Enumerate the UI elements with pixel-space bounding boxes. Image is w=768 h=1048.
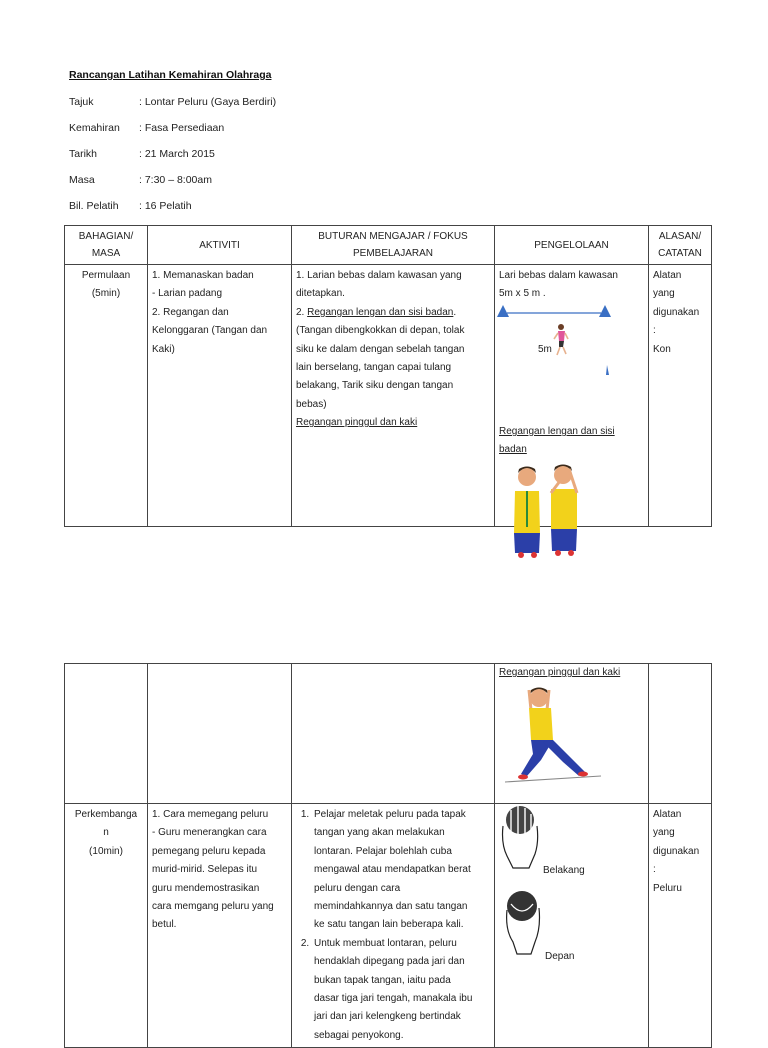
cell-bahagian: Perkembanga n (10min) xyxy=(65,804,148,1048)
cell-isi: 1. Larian bebas dalam kawasan yang ditetapkan. 2. Regangan lengan dan sisi badan. (Tangan dibengkokkan di depan, tolak siku ke dalam dengan sebelah tangan lain berselang, tangan capai tulang belakang, Tarik siku dengan tangan bebas) Regangan pinggul dan kaki xyxy=(292,265,495,527)
header-aktiviti: AKTIVITI xyxy=(148,226,292,265)
meta-value: : Lontar Peluru (Gaya Berdiri) xyxy=(139,96,277,108)
cell-bahagian: Permulaan (5min) xyxy=(65,265,148,527)
meta-value: : 7:30 – 8:00am xyxy=(139,174,212,186)
hand-grip-back-icon xyxy=(497,804,543,870)
cell-pengelolaan: Lari bebas dalam kawasan 5m x 5 m . 5m Regangan lengan dan sisi badan xyxy=(495,265,649,527)
running-area-diagram xyxy=(497,303,617,383)
meta-label: Masa xyxy=(69,174,95,186)
leg-stretch-illustration xyxy=(505,684,605,786)
underlined-heading: Regangan pinggul dan kaki xyxy=(296,417,418,429)
header-isi: BUTURAN MENGAJAR / FOKUS PEMBELAJARAN xyxy=(292,226,495,265)
person-icon xyxy=(551,465,577,557)
person-icon xyxy=(514,467,540,559)
hand-grip-front-icon xyxy=(501,884,543,956)
header-alasan: ALASAN/ CATATAN xyxy=(649,226,712,265)
cell-pengelolaan xyxy=(495,664,649,804)
header-bahagian: BAHAGIAN/ MASA xyxy=(65,226,148,265)
cone-icon xyxy=(497,305,509,317)
cell-alasan: Alatan yang digunakan : Kon xyxy=(649,265,712,527)
table-row xyxy=(65,804,712,1048)
figure-caption: Regangan lengan dan sisi badan xyxy=(499,426,615,456)
runner-icon xyxy=(554,324,568,355)
steps-list xyxy=(296,806,490,1045)
person-icon xyxy=(518,688,588,780)
meta-label: Tarikh xyxy=(69,148,98,160)
cell-isi xyxy=(292,804,495,1048)
meta-value: : 16 Pelatih xyxy=(139,200,192,212)
table-row xyxy=(65,265,712,527)
arm-stretch-illustration xyxy=(507,463,585,559)
cell-alasan: Alatan yang digunakan : Peluru xyxy=(649,804,712,1048)
table-header-row xyxy=(65,226,712,265)
cell-alasan xyxy=(649,664,712,804)
cell-aktiviti xyxy=(148,664,292,804)
cell-bahagian xyxy=(65,664,148,804)
meta-value: : Fasa Persediaan xyxy=(139,122,225,134)
lesson-table-1 xyxy=(64,225,712,527)
meta-label: Bil. Pelatih xyxy=(69,200,119,212)
figure-caption: Regangan pinggul dan kaki xyxy=(499,667,621,678)
cone-icon xyxy=(599,305,611,317)
grip-label-back: Belakang xyxy=(543,865,585,876)
list-item: 1. Pelajar meletak peluru pada tapak tangan yang akan melakukan lontaran. Pelajar bolehlah cuba mengawal atau mendapatkan berat peluru dengan cara memindahkannya dan satu tangan ke satu tangan lain beberapa kali. xyxy=(312,806,490,935)
lesson-table-2 xyxy=(64,663,712,1048)
list-item: 2. Untuk membuat lontaran, peluru hendaklah dipegang pada jari dan bukan tapak tangan, iaitu pada dasar tiga jari tengah, manakala ibu jari dan jari kelengkeng bertindak sebagai penyokong. xyxy=(312,935,490,1045)
cell-aktiviti: 1. Cara memegang peluru - Guru menerangkan cara pemegang peluru kepada murid-mirid. Selepas itu guru mendemostrasikan cara memgang peluru yang betul. xyxy=(148,804,292,1048)
header-pengelolaan: PENGELOLAAN xyxy=(495,226,649,265)
cell-aktiviti: 1. Memanaskan badan - Larian padang 2. Regangan dan Kelonggaran (Tangan dan Kaki) xyxy=(148,265,292,527)
document-title: Rancangan Latihan Kemahiran Olahraga xyxy=(69,69,272,81)
underlined-heading: Regangan lengan dan sisi badan xyxy=(307,306,454,318)
dimension-label: 5m xyxy=(538,344,552,355)
meta-label: Tajuk xyxy=(69,96,94,108)
table-row xyxy=(65,664,712,804)
cell-pengelolaan xyxy=(495,804,649,1048)
cone-icon xyxy=(606,365,609,375)
grip-label-front: Depan xyxy=(545,951,575,962)
cell-isi xyxy=(292,664,495,804)
meta-label: Kemahiran xyxy=(69,122,120,134)
meta-value: : 21 March 2015 xyxy=(139,148,215,160)
